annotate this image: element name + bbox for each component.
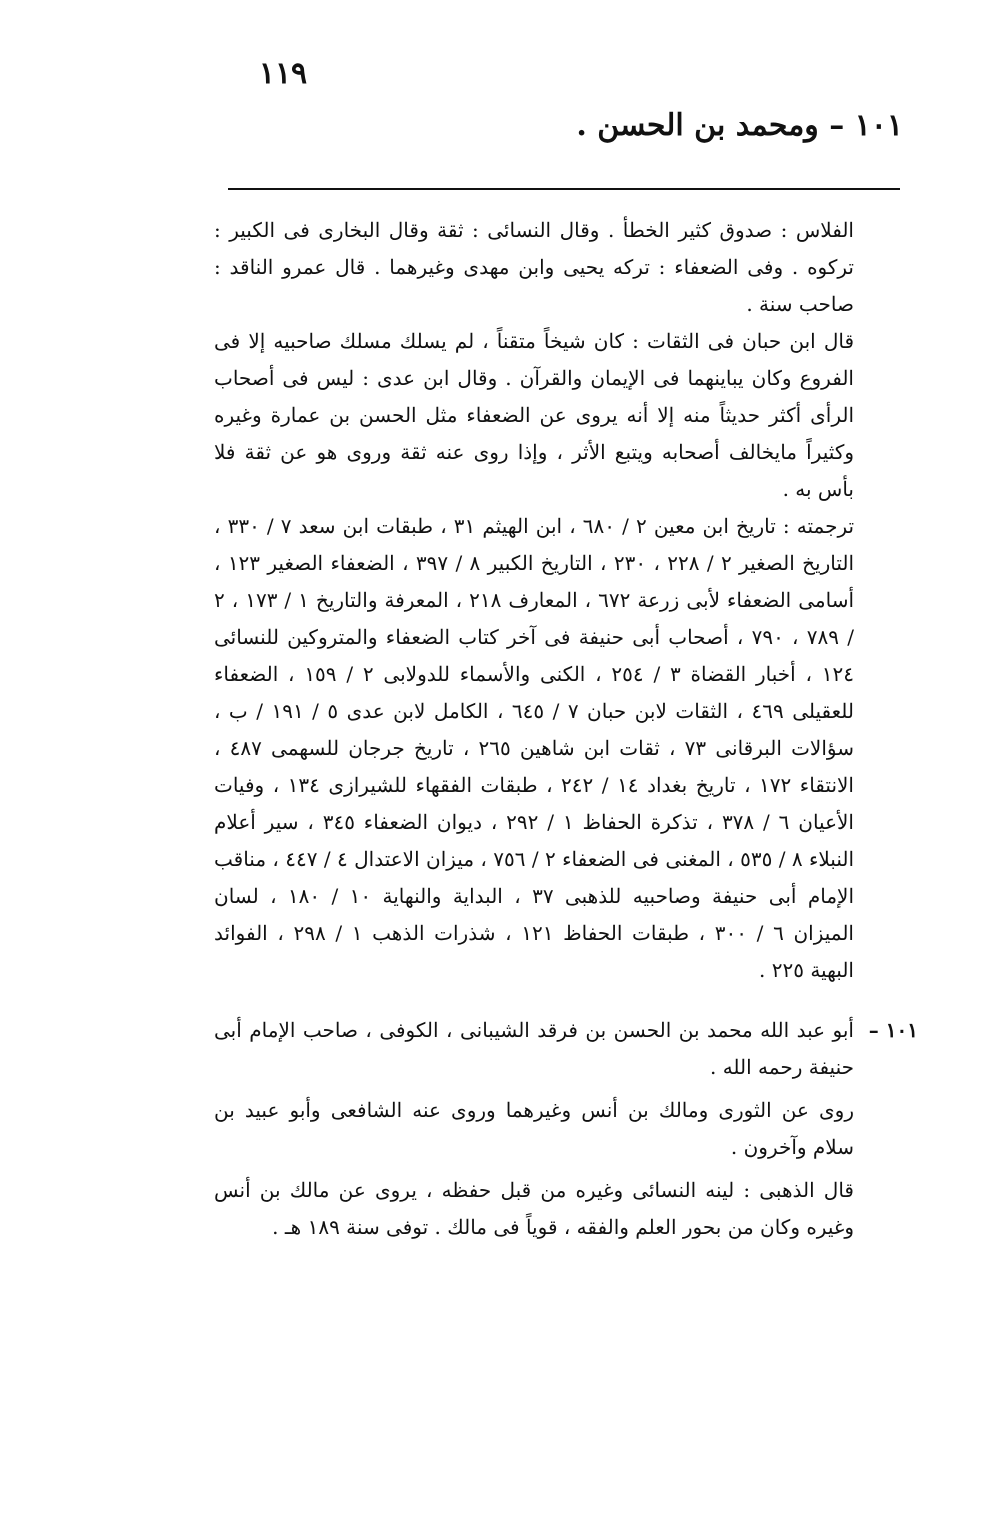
page-number: ١١٩ (258, 56, 308, 91)
entry-number: ١٠١ – (868, 1018, 918, 1042)
paragraph-narrators: روى عن الثورى ومالك بن أنس وغيرهما وروى عنه الشافعى وأبو عبيد بن سلام وآخرون . (214, 1098, 854, 1159)
paragraph-falas: الفلاس : صدوق كثير الخطأ . وقال النسائى : ثقة وقال البخارى فى الكبير : تركوه . وفى الضعفاء : تركه يحيى وابن مهدى وغيرهما . قال عمرو الناقد : صاحب سنة . (214, 218, 854, 316)
heading-divider (228, 188, 900, 190)
paragraph-biography-sources: ترجمته : تاريخ ابن معين ٢ / ٦٨٠ ، ابن الهيثم ٣١ ، طبقات ابن سعد ٧ / ٣٣٠ ، التاريخ الصغير ٢ / ٢٢٨ ، ٢٣٠ ، التاريخ الكبير ٨ / ٣٩٧ ، الضعفاء الصغير ١٢٣ ، أسامى الضعفاء لأبى زرعة ٦٧٢ ، المعارف ٢١٨ ، المعرفة والتاريخ ١ / ١٧٣ ، ٢ / ٧٨٩ ، ٧٩٠ ، أصحاب أبى حنيفة فى آخر كتاب الضعفاء والمتروكين للنسائى ١٢٤ ، أخبار القضاة ٣ / ٢٥٤ ، الكنى والأسماء للدولابى ٢ / ١٥٩ ، الضعفاء للعقيلى ٤٦٩ ، الثقات لابن حبان ٧ / ٦٤٥ ، الكامل لابن عدى ٥ / ١٩١ / ب ، سؤالات البرقانى ٧٣ ، ثقات ابن شاهين ٢٦٥ ، تاريخ جرجان للسهمى ٤٨٧ ، الانتقاء ١٧٢ ، تاريخ بغداد ١٤ / ٢٤٢ ، طبقات الفقهاء للشيرازى ١٣٤ ، وفيات الأعيان ٦ / ٣٧٨ ، تذكرة الحفاظ ١ / ٢٩٢ ، ديوان الضعفاء ٣٤٥ ، سير أعلام النبلاء ٨ / ٥٣٥ ، المغنى فى الضعفاء ٢ / ٧٥٦ ، ميزان الاعتدال ٤ / ٤٤٧ ، مناقب الإمام أبى حنيفة وصاحبيه للذهبى ٣٧ ، البداية والنهاية ١٠ / ١٨٠ ، لسان الميزان ٦ / ٣٠٠ ، طبقات الحفاظ ١٢١ ، شذرات الذهب ١ / ٢٩٨ ، الفوائد البهية ٢٢٥ . (214, 514, 855, 982)
paragraph-ibn-hibban: قال ابن حبان فى الثقات : كان شيخاً متقناً ، لم يسلك مسلك صاحبيه إلا فى الفروع وكان يباينهما فى الإيمان والقرآن . وقال ابن عدى : ليس فى أصحاب الرأى أكثر حديثاً منه إلا أنه يروى عن الضعفاء مثل الحسن بن عمارة وغيره وكثيراً مايخالف أصحابه ويتبع الأثر ، وإذا روى عنه ثقة وروى هو عن ثقة فلا بأس به . (214, 329, 854, 501)
paragraph-name: أبو عبد الله محمد بن الحسن بن فرقد الشيبانى ، الكوفى ، صاحب الإمام أبى حنيفة رحمه الله . (214, 1018, 854, 1079)
footnote-section (214, 212, 854, 989)
page-heading: ١٠١ – ومحمد بن الحسن . (576, 108, 903, 143)
entry-section (214, 1012, 854, 1246)
paragraph-dhahabi: قال الذهبى : لينه النسائى وغيره من قبل حفظه ، يروى عن مالك بن أنس وغيره وكان من بحور العلم والفقه ، قوياً فى مالك . توفى سنة ١٨٩ هـ . (214, 1178, 854, 1239)
